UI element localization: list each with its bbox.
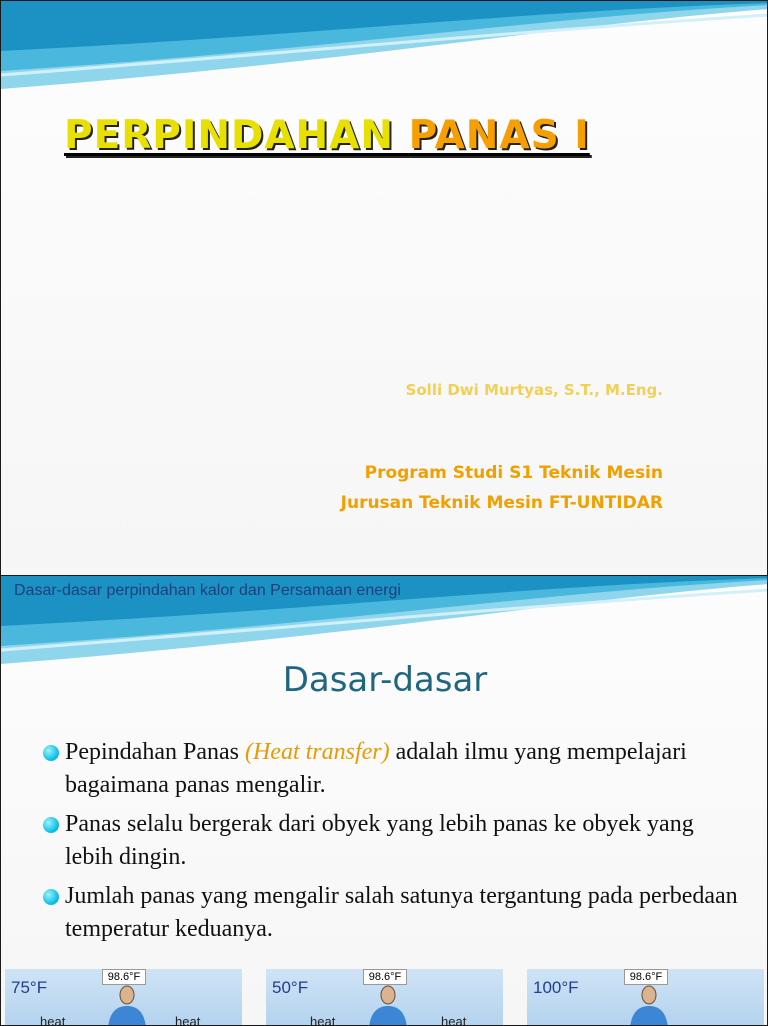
- body-temperature-label: 98.6°F: [102, 969, 146, 985]
- heat-illustration-panel: [527, 969, 764, 1026]
- bullet-dot-icon: [43, 889, 59, 905]
- bullet-item: [43, 880, 743, 946]
- bullet-emphasis: (Heat transfer): [244, 739, 390, 765]
- title-part-2: PANAS I: [408, 113, 590, 158]
- bullet-item: [43, 808, 743, 874]
- slide-title: [64, 113, 590, 158]
- body-temperature-label: 98.6°F: [624, 969, 668, 985]
- content-slide: [0, 575, 768, 1026]
- bullet-text: Panas selalu bergerak dari obyek yang lebih panas ke obyek yang lebih dingin.: [65, 811, 694, 870]
- title-part-1: PERPINDAHAN: [64, 113, 409, 158]
- heat-label: heat: [175, 1014, 201, 1026]
- bullet-text: adalah ilmu yang mempelajari bagaimana panas mengalir.: [65, 739, 687, 798]
- heat-label: heat: [310, 1014, 336, 1026]
- bullet-dot-icon: [43, 817, 59, 833]
- program-name: Program Studi S1 Teknik Mesin: [364, 463, 663, 483]
- ambient-temperature: 100°F: [533, 978, 579, 997]
- body-temperature-label: 98.6°F: [363, 969, 407, 985]
- bullet-text: Jumlah panas yang mengalir salah satunya tergantung pada perbedaan temperatur keduanya.: [65, 883, 738, 942]
- slide-header: Dasar-dasar perpindahan kalor dan Persamaan energi: [14, 582, 401, 599]
- person-icon: [627, 984, 671, 1026]
- section-heading: Dasar-dasar: [282, 660, 488, 700]
- ambient-temperature: 75°F: [11, 978, 48, 997]
- department-name: Jurusan Teknik Mesin FT-UNTIDAR: [340, 493, 663, 513]
- wave-decoration: [1, 1, 768, 91]
- bullet-list: [43, 736, 743, 952]
- bullet-dot-icon: [43, 745, 59, 761]
- institution-block: [341, 458, 663, 518]
- person-icon: [105, 984, 149, 1026]
- bullet-item: [43, 736, 743, 802]
- heat-illustration-panel: [5, 969, 242, 1026]
- heat-label: heat: [441, 1014, 467, 1026]
- author-name: Solli Dwi Murtyas, S.T., M.Eng.: [405, 381, 663, 399]
- heat-illustration-panel: [266, 969, 503, 1026]
- ambient-temperature: 50°F: [272, 978, 309, 997]
- person-icon: [366, 984, 410, 1026]
- bullet-text: Pepindahan Panas: [65, 739, 245, 765]
- heat-label: heat: [40, 1014, 66, 1026]
